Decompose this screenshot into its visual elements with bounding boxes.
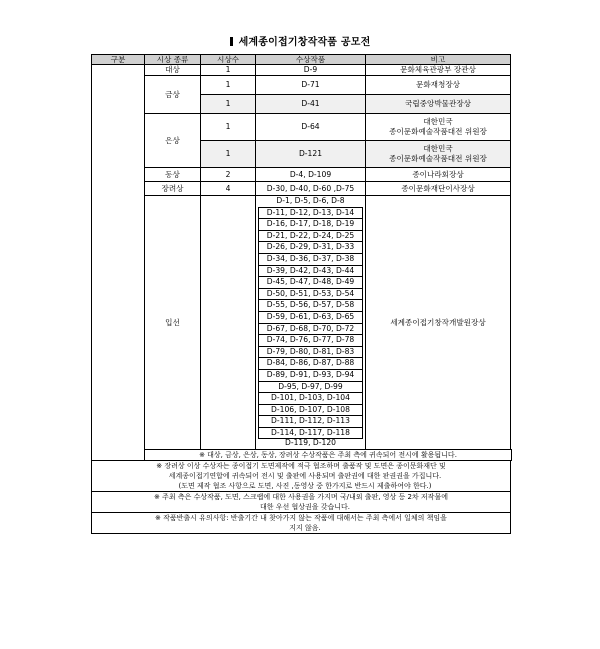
works-line: D-59, D-61, D-63, D-65 bbox=[258, 311, 363, 324]
remark-line: 대한민국 bbox=[423, 117, 453, 126]
works-line: D-89, D-91, D-93, D-94 bbox=[258, 369, 363, 382]
winning-works: D-64 bbox=[256, 114, 366, 141]
remark: 세계종이접기창작개발원장상 bbox=[366, 196, 511, 450]
award-type: 은상 bbox=[145, 114, 201, 168]
works-line: D-106, D-107, D-108 bbox=[258, 404, 363, 417]
works-line: D-95, D-97, D-99 bbox=[258, 381, 363, 394]
remark-line: 대한민국 bbox=[423, 144, 453, 153]
award-type: 대상 bbox=[145, 65, 201, 76]
title-bar-icon bbox=[230, 37, 233, 46]
works-line: D-67, D-68, D-70, D-72 bbox=[258, 323, 363, 336]
category-cell bbox=[92, 65, 145, 461]
winning-works: D-71 bbox=[256, 76, 366, 95]
table-row bbox=[92, 182, 512, 196]
awards-table bbox=[91, 54, 512, 534]
header-category: 구분 bbox=[92, 55, 145, 65]
winning-works: D-41 bbox=[256, 95, 366, 114]
works-line: D-26, D-29, D-31, D-33 bbox=[258, 241, 363, 254]
winning-works: D-4, D-109 bbox=[256, 168, 366, 182]
remark bbox=[366, 141, 511, 168]
header-remarks: 비고 bbox=[366, 55, 511, 65]
award-type: 금상 bbox=[145, 76, 201, 114]
award-count: 4 bbox=[201, 182, 256, 196]
remark-line: 종이문화예술작품대전 위원장 bbox=[389, 154, 487, 163]
award-count bbox=[201, 196, 256, 450]
works-line: D-114, D-117, D-118 bbox=[258, 427, 363, 440]
award-type: 동상 bbox=[145, 168, 201, 182]
table-row bbox=[92, 114, 512, 141]
remark bbox=[366, 114, 511, 141]
table-row bbox=[92, 196, 512, 450]
works-line: D-84, D-86, D-87, D-88 bbox=[258, 357, 363, 370]
note-row bbox=[92, 513, 512, 534]
note-row bbox=[92, 492, 512, 513]
works-line: D-74, D-76, D-77, D-78 bbox=[258, 334, 363, 347]
note-text: ※ 대상, 금상, 은상, 동상, 장려상 수상작품은 주최 측에 귀속되어 전시에 활용됩니다. bbox=[199, 451, 457, 460]
award-type: 입선 bbox=[145, 196, 201, 450]
header-winning-works: 수상작품 bbox=[256, 55, 366, 65]
works-line: D-119, D-120 bbox=[285, 438, 336, 448]
winning-works-list bbox=[256, 196, 366, 450]
note-row bbox=[92, 450, 512, 461]
table-header-row bbox=[92, 55, 512, 65]
title-text: 세계종이접기창작작품 공모전 bbox=[238, 37, 371, 48]
works-line: D-34, D-36, D-37, D-38 bbox=[258, 253, 363, 266]
remark: 국립중앙박물관장상 bbox=[366, 95, 511, 114]
remark-line: 종이문화예술작품대전 위원장 bbox=[389, 127, 487, 136]
award-type: 장려상 bbox=[145, 182, 201, 196]
table-row bbox=[92, 65, 512, 76]
note-text: (도면 제작 협조 사항으로 도면, 사진 ,동영상 중 한가지로 반드시 제출하여야 한다.) bbox=[178, 482, 432, 491]
winning-works: D-121 bbox=[256, 141, 366, 168]
note-text: 대한 우선 협상권을 갖습니다. bbox=[259, 503, 351, 512]
header-award-type: 시상 종류 bbox=[145, 55, 201, 65]
works-line: D-111, D-112, D-113 bbox=[258, 415, 363, 428]
note-3 bbox=[92, 492, 511, 513]
table-row bbox=[92, 168, 512, 182]
note-text: 세계종이접기연합에 귀속되어 전시 및 출판에 사용되며 출판권에 대한 판권권을 가집니다. bbox=[168, 472, 442, 481]
note-text: ※ 주최 측은 수상작품, 도면, 스크랩에 대한 사용권을 가지며 국/내외 출판, 영상 등 2차 저작물에 bbox=[154, 493, 448, 502]
award-count: 1 bbox=[201, 95, 256, 114]
remark: 문화체육관광부 장관상 bbox=[366, 65, 511, 76]
works-line: D-21, D-22, D-24, D-25 bbox=[258, 230, 363, 243]
page-title bbox=[0, 33, 600, 48]
remark: 종이문화재단이사장상 bbox=[366, 182, 511, 196]
works-line: D-1, D-5, D-6, D-8 bbox=[276, 196, 345, 205]
works-line: D-11, D-12, D-13, D-14 bbox=[258, 207, 363, 220]
works-line: D-55, D-56, D-57, D-58 bbox=[258, 299, 363, 312]
award-count: 1 bbox=[201, 114, 256, 141]
works-line: D-39, D-42, D-43, D-44 bbox=[258, 265, 363, 278]
note-4 bbox=[92, 513, 511, 534]
works-line: D-50, D-51, D-53, D-54 bbox=[258, 288, 363, 301]
award-count: 1 bbox=[201, 65, 256, 76]
works-line: D-101, D-103, D-104 bbox=[258, 392, 363, 405]
winning-works: D-9 bbox=[256, 65, 366, 76]
note-text: 지지 않음. bbox=[289, 524, 321, 533]
note-text: ※ 장려상 이상 수상자는 종이접기 도면제작에 적극 협조하며 출품작 및 도면은 종이문화재단 및 bbox=[156, 462, 446, 471]
award-count: 1 bbox=[201, 141, 256, 168]
note-2 bbox=[92, 461, 511, 492]
note-row bbox=[92, 461, 512, 492]
note-1 bbox=[145, 450, 512, 461]
award-count: 1 bbox=[201, 76, 256, 95]
note-text: ※ 작품반출시 유의사항: 반출기간 내 찾아가지 않는 작품에 대해서는 주최 측에서 일체의 책임을 bbox=[155, 514, 447, 523]
remark: 종이나라회장상 bbox=[366, 168, 511, 182]
remark: 문화재청장상 bbox=[366, 76, 511, 95]
works-line: D-45, D-47, D-48, D-49 bbox=[258, 276, 363, 289]
table-row bbox=[92, 76, 512, 95]
award-count: 2 bbox=[201, 168, 256, 182]
header-award-count: 시상수 bbox=[201, 55, 256, 65]
winning-works: D-30, D-40, D-60 ,D-75 bbox=[256, 182, 366, 196]
works-line: D-16, D-17, D-18, D-19 bbox=[258, 218, 363, 231]
works-line: D-79, D-80, D-81, D-83 bbox=[258, 346, 363, 359]
